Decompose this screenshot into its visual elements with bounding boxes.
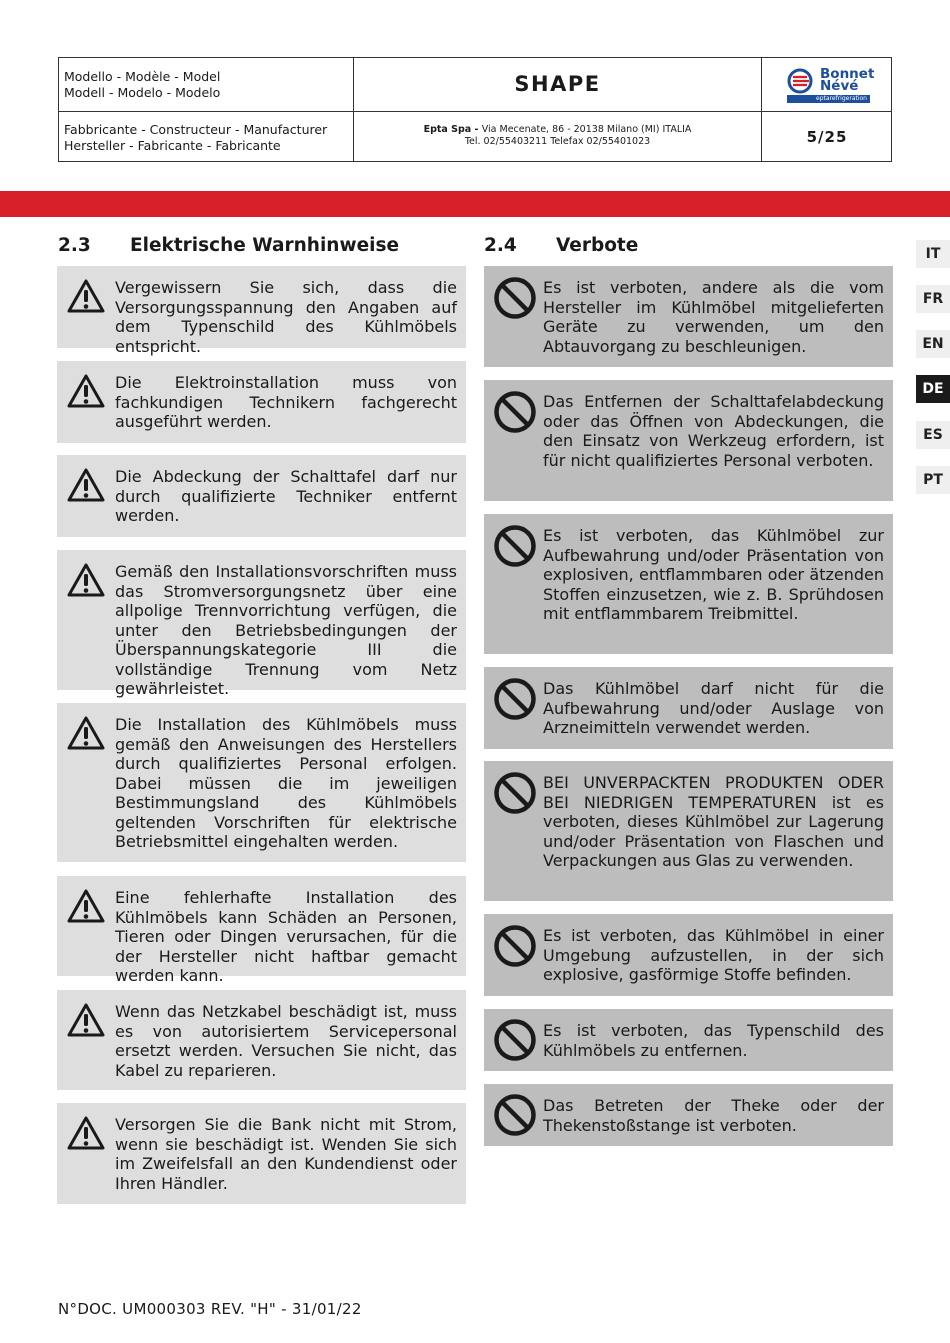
document-reference: N°DOC. UM000303 REV. "H" - 31/01/22 bbox=[58, 1300, 362, 1318]
prohibition-item: Es ist verboten, andere als die vom Hersteller im Kühlmöbel mitgelieferten Geräte zu verwenden, um den Abtauvorgang zu beschleunigen. bbox=[484, 266, 893, 367]
prohibition-item: Das Kühlmöbel darf nicht für die Aufbewahrung und/oder Auslage von Arzneimitteln verwendet werden. bbox=[484, 667, 893, 749]
prohibited-icon bbox=[493, 524, 537, 568]
lang-tab-fr[interactable]: FR bbox=[916, 285, 950, 313]
lang-tab-de[interactable]: DE bbox=[916, 375, 950, 403]
warning-item: Versorgen Sie die Bank nicht mit Strom, wenn sie beschädigt ist. Wenden Sie sich im Zweifelsfall an den Kundendienst oder Ihren Händler. bbox=[57, 1103, 466, 1204]
prohibited-icon bbox=[493, 1093, 537, 1137]
document-header bbox=[58, 57, 892, 162]
warning-triangle-icon bbox=[66, 373, 106, 409]
prohibition-item: Das Betreten der Theke oder der Thekenstoßstange ist verboten. bbox=[484, 1084, 893, 1146]
warning-item: Die Elektroinstallation muss von fachkundigen Technikern fachgerecht ausgeführt werden. bbox=[57, 361, 466, 443]
warning-triangle-icon bbox=[66, 1115, 106, 1151]
prohibited-icon bbox=[493, 924, 537, 968]
lang-tab-it[interactable]: IT bbox=[916, 240, 950, 268]
warning-item: Vergewissern Sie sich, dass die Versorgungsspannung den Angaben auf dem Typenschild des Kühlmöbels entspricht. bbox=[57, 266, 466, 348]
model-label: Modello - Modèle - Model Modell - Modelo - Modelo bbox=[64, 69, 221, 100]
warning-triangle-icon bbox=[66, 562, 106, 598]
manufacturer-address: Epta Spa - Via Mecenate, 86 - 20138 Milano (MI) ITALIA Tel. 02/55403211 Telefax 02/55401023 bbox=[423, 124, 692, 147]
prohibition-item: Das Entfernen der Schalttafelabdeckung oder das Öffnen von Abdeckungen, die den Einsatz von Werkzeug erfordern, ist für nicht qualifiziertes Personal verboten. bbox=[484, 380, 893, 501]
prohibition-item: Es ist verboten, das Typenschild des Kühlmöbels zu entfernen. bbox=[484, 1009, 893, 1071]
prohibition-item: BEI UNVERPACKTEN PRODUKTEN ODER BEI NIEDRIGEN TEMPERATUREN ist es verboten, dieses Kühlmöbel zur Lagerung und/oder Präsentation von Flaschen und Verpackungen aus Glas zu verwenden. bbox=[484, 761, 893, 901]
logo-swirl-icon bbox=[787, 67, 817, 95]
model-name: SHAPE bbox=[514, 72, 601, 96]
brand-logo: Bonnet Névé eptarefrigeration bbox=[762, 58, 892, 111]
prohibited-icon bbox=[493, 771, 537, 815]
prohibited-icon bbox=[493, 276, 537, 320]
prohibition-item: Es ist verboten, das Kühlmöbel zur Aufbewahrung und/oder Präsentation von explosiven, entflammbaren oder ätzenden Stoffen einzusetzen, wie z. B. Sprühdosen mit entflammbarem Treibmittel. bbox=[484, 514, 893, 654]
section-title-warnings: 2.3 Elektrische Warnhinweise bbox=[58, 235, 400, 256]
warning-item: Eine fehlerhafte Installation des Kühlmöbels kann Schäden an Personen, Tieren oder Dingen verursachen, für die der Hersteller nicht haftbar gemacht werden kann. bbox=[57, 876, 466, 976]
warning-item: Die Installation des Kühlmöbels muss gemäß den Anweisungen des Herstellers durch qualifiziertes Personal erfolgen. Dabei müssen die im jeweiligen Bestimmungsland des Kühlmöbels geltenden Vorschriften für elektrische Betriebsmittel eingehalten werden. bbox=[57, 703, 466, 862]
prohibited-icon bbox=[493, 390, 537, 434]
warning-triangle-icon bbox=[66, 1002, 106, 1038]
warning-item: Gemäß den Installationsvorschriften muss das Stromversorgungsnetz über eine allpolige Trennvorrichtung verfügen, die unter den Betriebsbedingungen der Überspannungskategorie III die vollständige Trennung vom Netz gewährleistet. bbox=[57, 550, 466, 690]
page-number: 5/25 bbox=[806, 128, 848, 146]
warning-triangle-icon bbox=[66, 467, 106, 503]
warning-triangle-icon bbox=[66, 715, 106, 751]
lang-tab-en[interactable]: EN bbox=[916, 330, 950, 358]
warning-triangle-icon bbox=[66, 278, 106, 314]
manufacturer-label: Fabbricante - Constructeur - Manufacturer Hersteller - Fabricante - Fabricante bbox=[64, 122, 328, 153]
prohibition-item: Es ist verboten, das Kühlmöbel in einer Umgebung aufzustellen, in der sich explosive, gasförmige Stoffe befinden. bbox=[484, 914, 893, 996]
lang-tab-es[interactable]: ES bbox=[916, 421, 950, 449]
section-title-prohibitions: 2.4 Verbote bbox=[484, 235, 639, 256]
prohibited-icon bbox=[493, 677, 537, 721]
red-divider-band bbox=[0, 191, 950, 217]
warning-triangle-icon bbox=[66, 888, 106, 924]
warning-item: Die Abdeckung der Schalttafel darf nur durch qualifizierte Techniker entfernt werden. bbox=[57, 455, 466, 537]
prohibited-icon bbox=[493, 1018, 537, 1062]
warning-item: Wenn das Netzkabel beschädigt ist, muss es von autorisiertem Servicepersonal ersetzt werden. Versuchen Sie nicht, das Kabel zu reparieren. bbox=[57, 990, 466, 1090]
lang-tab-pt[interactable]: PT bbox=[916, 466, 950, 494]
